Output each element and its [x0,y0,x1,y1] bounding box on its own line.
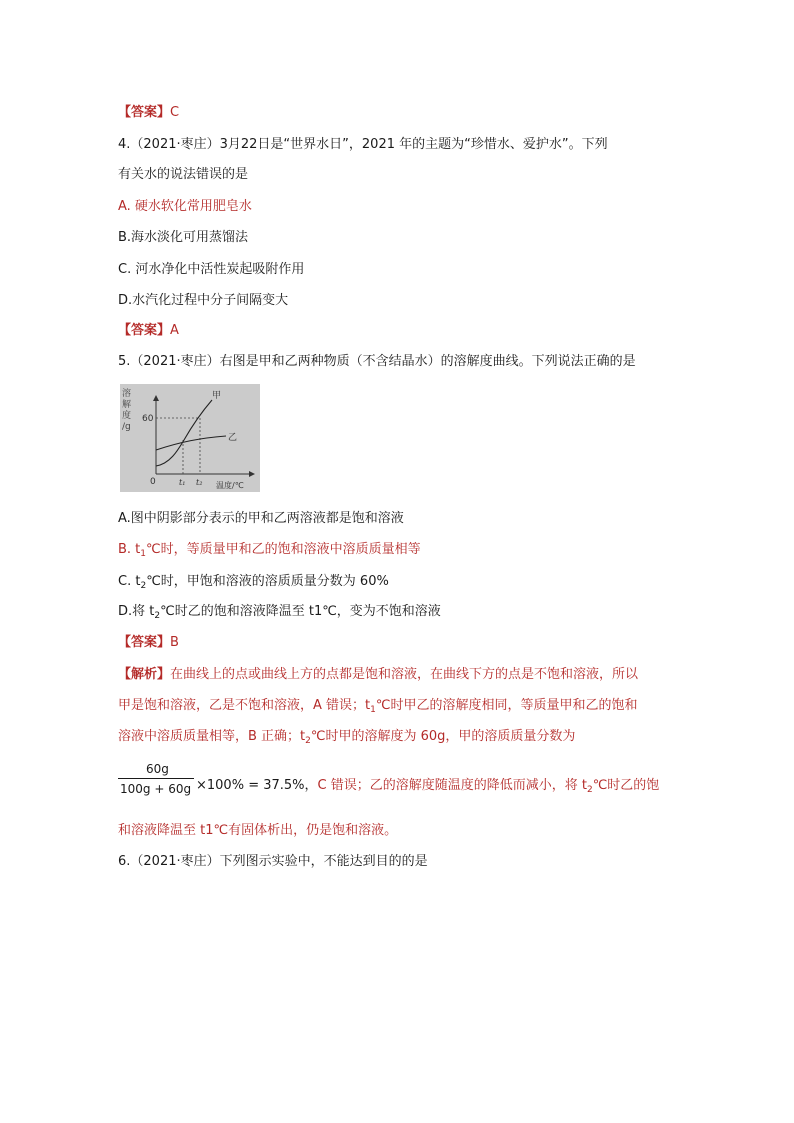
q5-analysis-line4: ×100% = 37.5%，C 错误；乙的溶解度随温度的降低而减小，将 $t_2℃$时乙的饱 [196,778,660,795]
t2-label: t₂ [196,478,203,487]
q4-stem-line1: 4.（2021·枣庄）3月22日是“世界水日”，2021 年的主题为“珍惜水、爱护水”。下列 [118,137,608,152]
svg-text:/g: /g [122,422,131,432]
q4-option-a: A. 硬水软化常用肥皂水 [118,199,252,214]
series-jia-label: 甲 [212,391,222,401]
q4-option-d: D.水汽化过程中分子间隔变大 [118,293,289,308]
q3-answer: 【答案】C [118,105,180,120]
q5-option-b: B. $t_1℃$时，等质量甲和乙的饱和溶液中溶质质量相等 [118,542,421,559]
fraction-denominator: 100g + 60g [120,782,192,796]
q5-answer: 【答案】B [118,635,179,650]
q4-answer: 【答案】A [118,323,179,338]
q4-stem-line2: 有关水的说法错误的是 [118,167,249,182]
y-tick-60: 60 [142,414,154,424]
fraction-numerator: 60g [146,762,169,776]
q6-stem: 6.（2021·枣庄）下列图示实验中，不能达到目的的是 [118,854,428,869]
q5-analysis-line1: 【解析】在曲线上的点或曲线上方的点都是饱和溶液，在曲线下方的点是不饱和溶液，所以 [118,667,639,682]
svg-text:解: 解 [122,400,132,410]
x-axis-label: 温度/℃ [216,481,244,490]
q5-analysis-line3: 溶液中溶质质量相等，B 正确；$t_2℃$时甲的溶解度为 60g，甲的溶质质量分数为 [118,729,576,746]
q5-analysis-line5: 和溶液降温至 t1℃有固体析出，仍是饱和溶液。 [118,823,398,838]
q5-option-d: D.将 $t_2℃$时乙的饱和溶液降温至 t1℃，变为不饱和溶液 [118,604,441,621]
solubility-curve-svg [120,384,260,492]
q5-option-a: A.图中阴影部分表示的甲和乙两溶液都是饱和溶液 [118,511,404,526]
solubility-curve-figure [120,384,260,492]
q5-option-c: C. $t_2℃$时，甲饱和溶液的溶质质量分数为 60% [118,574,389,591]
svg-text:溶: 溶 [122,389,132,399]
origin-label: 0 [150,477,156,487]
fraction-bar [118,778,194,779]
q5-analysis-line2: 甲是饱和溶液，乙是不饱和溶液，A 错误；$t_1℃$时甲乙的溶解度相同，等质量甲和乙的饱和 [118,698,638,715]
svg-text:度: 度 [122,411,132,421]
q4-option-b: B.海水淡化可用蒸馏法 [118,230,249,245]
q5-stem: 5.（2021·枣庄）右图是甲和乙两种物质（不含结晶水）的溶解度曲线。下列说法正确的是 [118,354,636,369]
q4-option-c: C. 河水净化中活性炭起吸附作用 [118,262,305,277]
series-yi-label: 乙 [228,433,238,443]
t1-label: t₁ [179,478,186,487]
